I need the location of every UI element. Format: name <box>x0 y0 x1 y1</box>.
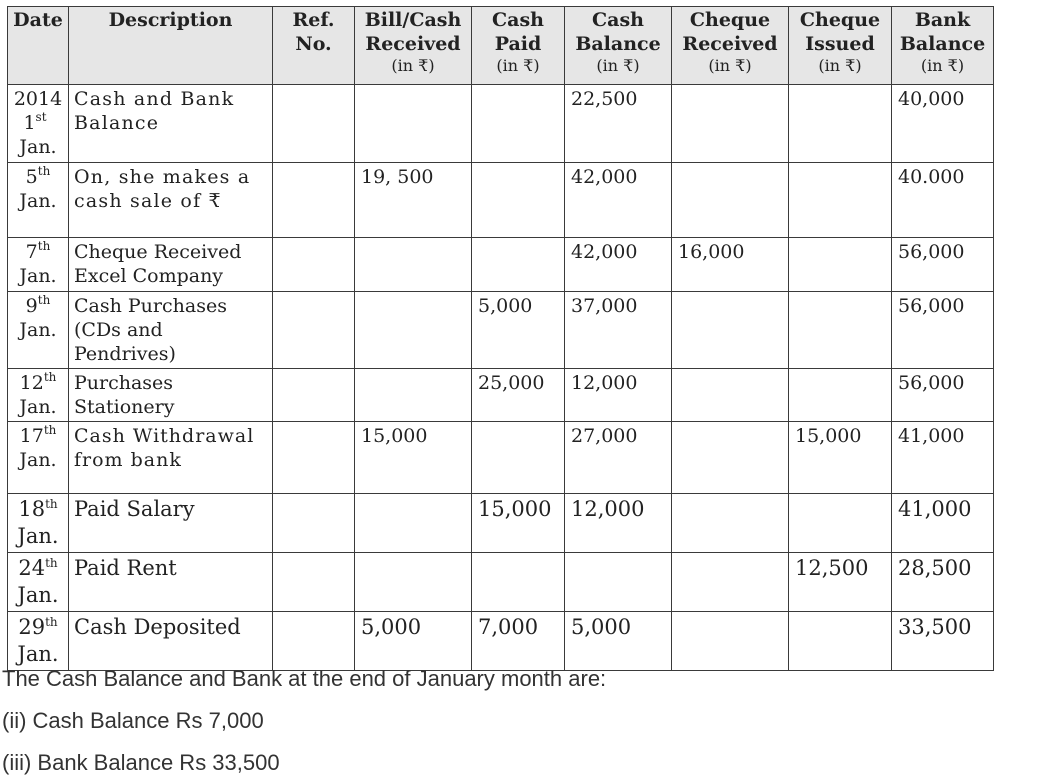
cell-bank-balance: 41,000 <box>892 494 994 553</box>
cell-paid <box>472 85 565 163</box>
cell-paid: 25,000 <box>472 369 565 422</box>
cell-bank-balance: 33,500 <box>892 612 994 671</box>
cell-ref <box>273 238 355 292</box>
cell-ref <box>273 494 355 553</box>
cell-cheque-received <box>672 553 789 612</box>
cell-cheque-issued <box>789 163 892 238</box>
cell-cheque-issued <box>789 494 892 553</box>
cell-date: 18th Jan. <box>8 494 69 553</box>
cell-cash-balance: 42,000 <box>565 238 672 292</box>
cell-paid: 7,000 <box>472 612 565 671</box>
cell-received <box>355 553 472 612</box>
cell-cheque-issued <box>789 612 892 671</box>
cell-ref <box>273 369 355 422</box>
cell-received <box>355 494 472 553</box>
cell-received <box>355 238 472 292</box>
table-row <box>8 494 994 553</box>
header-cheque-issued: Cheque Issued (in ₹) <box>789 7 892 85</box>
cell-bank-balance: 56,000 <box>892 238 994 292</box>
cell-description: Cash Deposited <box>69 612 273 671</box>
cell-cash-balance: 42,000 <box>565 163 672 238</box>
header-description: Description <box>69 7 273 85</box>
cell-paid: 5,000 <box>472 292 565 369</box>
cell-description: Cheque Received Excel Company <box>69 238 273 292</box>
table-row <box>8 163 994 238</box>
cell-description: Paid Salary <box>69 494 273 553</box>
cell-date: 12th Jan. <box>8 369 69 422</box>
cell-cash-balance: 12,000 <box>565 369 672 422</box>
cell-cheque-received <box>672 85 789 163</box>
header-bank-balance: Bank Balance (in ₹) <box>892 7 994 85</box>
answer-bank-balance: (iii) Bank Balance Rs 33,500 <box>2 750 280 775</box>
cell-date: 17th Jan. <box>8 422 69 494</box>
cell-received: 5,000 <box>355 612 472 671</box>
cell-ref <box>273 85 355 163</box>
cell-cheque-received <box>672 494 789 553</box>
cell-bank-balance: 40.000 <box>892 163 994 238</box>
cell-cash-balance: 37,000 <box>565 292 672 369</box>
cell-received: 19, 500 <box>355 163 472 238</box>
cell-ref <box>273 292 355 369</box>
cell-date: 2014 1st Jan. <box>8 85 69 163</box>
cell-description: On, she makes a cash sale of ₹ <box>69 163 273 238</box>
cell-cheque-issued <box>789 369 892 422</box>
table-row <box>8 238 994 292</box>
cell-cheque-received <box>672 369 789 422</box>
cell-date: 7th Jan. <box>8 238 69 292</box>
cell-cash-balance: 12,000 <box>565 494 672 553</box>
table-row <box>8 612 994 671</box>
cell-description: Cash Withdrawal from bank <box>69 422 273 494</box>
cell-description: Cash Purchases (CDs and Pendrives) <box>69 292 273 369</box>
cell-paid <box>472 422 565 494</box>
cell-bank-balance: 41,000 <box>892 422 994 494</box>
cell-cheque-received: 16,000 <box>672 238 789 292</box>
cell-cheque-received <box>672 612 789 671</box>
header-ref-no: Ref. No. <box>273 7 355 85</box>
cell-received <box>355 369 472 422</box>
cell-cash-balance: 27,000 <box>565 422 672 494</box>
cell-cash-balance: 5,000 <box>565 612 672 671</box>
cell-description: Cash and Bank Balance <box>69 85 273 163</box>
cell-date: 9th Jan. <box>8 292 69 369</box>
cell-paid <box>472 553 565 612</box>
cell-cheque-received <box>672 163 789 238</box>
cell-paid <box>472 238 565 292</box>
answer-cash-balance: (ii) Cash Balance Rs 7,000 <box>2 708 264 733</box>
cell-cash-balance: 22,500 <box>565 85 672 163</box>
cell-ref <box>273 553 355 612</box>
cell-received <box>355 85 472 163</box>
cell-bank-balance: 40,000 <box>892 85 994 163</box>
header-cash-paid: Cash Paid (in ₹) <box>472 7 565 85</box>
answer-intro: The Cash Balance and Bank at the end of January month are: <box>2 666 607 691</box>
cell-cheque-issued: 12,500 <box>789 553 892 612</box>
header-cash-balance: Cash Balance (in ₹) <box>565 7 672 85</box>
cell-cheque-received <box>672 292 789 369</box>
cell-date: 5th Jan. <box>8 163 69 238</box>
table-row <box>8 292 994 369</box>
cell-bank-balance: 56,000 <box>892 292 994 369</box>
cell-cheque-issued <box>789 292 892 369</box>
header-cheque-received: Cheque Received (in ₹) <box>672 7 789 85</box>
cell-ref <box>273 422 355 494</box>
cell-cheque-issued <box>789 85 892 163</box>
cell-bank-balance: 28,500 <box>892 553 994 612</box>
cell-cheque-issued: 15,000 <box>789 422 892 494</box>
cell-received: 15,000 <box>355 422 472 494</box>
cell-description: Purchases Stationery <box>69 369 273 422</box>
table-row <box>8 553 994 612</box>
cell-date: 24th Jan. <box>8 553 69 612</box>
table-header-row <box>8 7 994 85</box>
cell-paid: 15,000 <box>472 494 565 553</box>
table-row <box>8 422 994 494</box>
cell-paid <box>472 163 565 238</box>
cell-received <box>355 292 472 369</box>
cell-bank-balance: 56,000 <box>892 369 994 422</box>
cell-cheque-received <box>672 422 789 494</box>
cell-cheque-issued <box>789 238 892 292</box>
cell-ref <box>273 612 355 671</box>
cell-description: Paid Rent <box>69 553 273 612</box>
header-bill-cash-received: Bill/Cash Received (in ₹) <box>355 7 472 85</box>
cell-date: 29th Jan. <box>8 612 69 671</box>
cell-cash-balance <box>565 553 672 612</box>
petty-cash-ledger-table <box>7 6 994 671</box>
header-date: Date <box>8 7 69 85</box>
table-row <box>8 85 994 163</box>
table-row <box>8 369 994 422</box>
cell-ref <box>273 163 355 238</box>
